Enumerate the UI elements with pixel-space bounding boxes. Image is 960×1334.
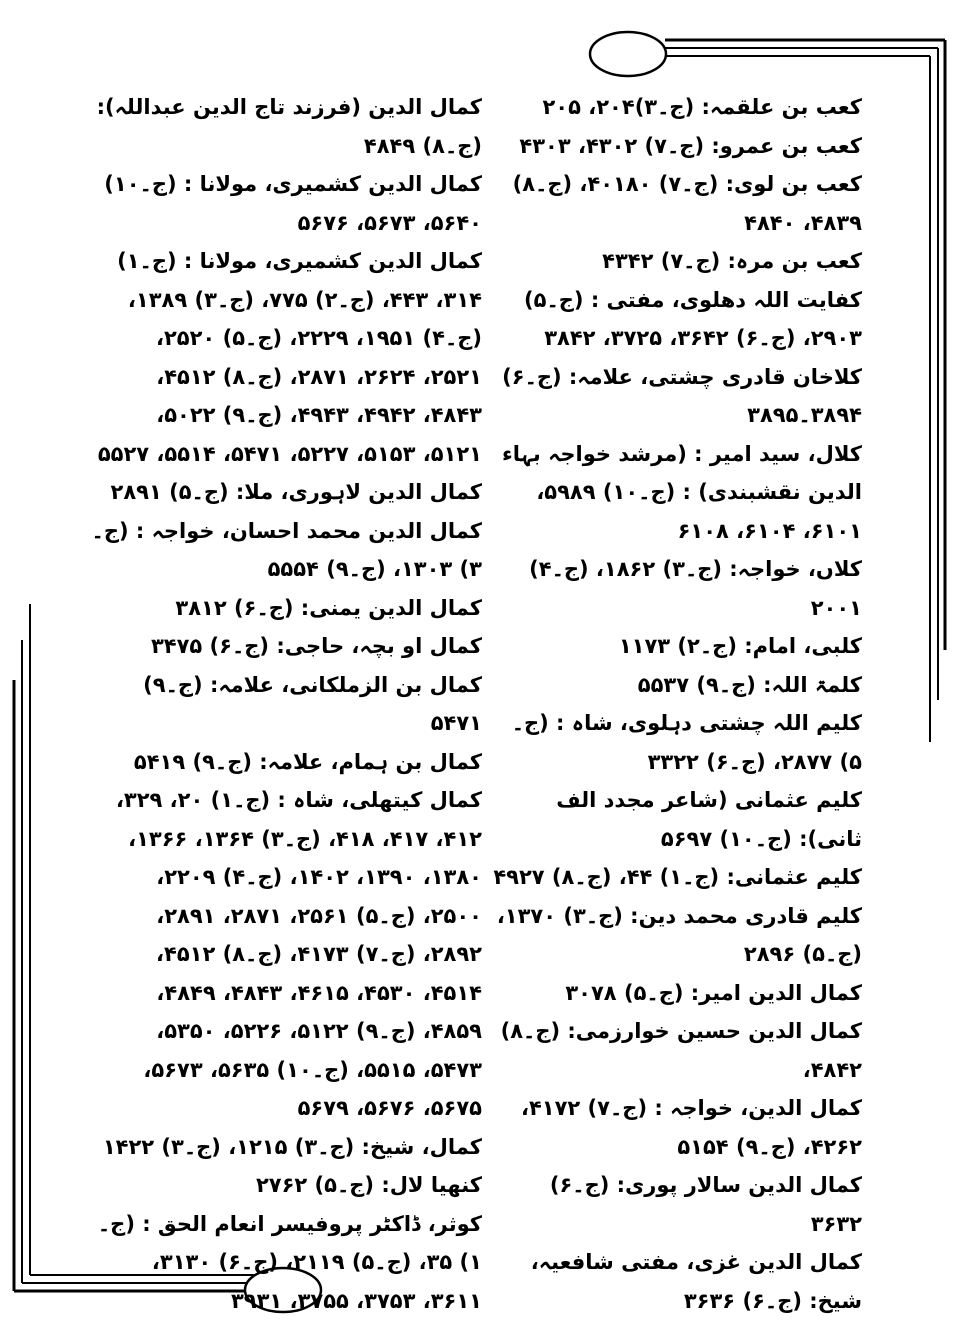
index-entry: کلبی، امام: (ج۔۲) ۱۱۷۳	[618, 634, 862, 658]
index-entry: کعب بن لوی: (ج۔۷) ۴۰۱۸۰، (ج۔۸) ۴۸۳۹، ۴۸۴۰	[512, 172, 862, 235]
index-entry: کمال کیتھلی، شاہ : (ج۔۱) ۲۰، ۳۲۹، ۴۱۲، ۴۱۷، ۴۱۸، (ج۔۳) ۱۳۶۴، ۱۳۶۶، ۱۳۸۰، ۱۳۹۰، ۱۴۰۲، (ج۔۴) ۲۲۰۹، ۲۵۰۰، (ج۔۵) ۲۵۶۱، ۲۸۷۱، ۲۸۹۱، ۲۸۹۲، (ج۔۷) ۴۱۷۳، (ج۔۸) ۴۵۱۲، ۴۵۱۴، ۴۵۳۰، ۴۶۱۵، ۴۸۴۳، ۴۸۴۹، ۴۸۵۹، (ج۔۹) ۵۱۲۲، ۵۲۲۶، ۵۳۵۰، ۵۴۷۳، ۵۵۱۵، (ج۔۱۰) ۵۶۳۵، ۵۶۷۳، ۵۶۷۵، ۵۶۷۶، ۵۶۷۹	[115, 788, 482, 1120]
index-entry: کمال الدین سالار پوری: (ج۔۶) ۳۶۳۲	[549, 1173, 862, 1236]
index-entry: کلمۃ اللہ: (ج۔۹) ۵۵۳۷	[637, 672, 862, 697]
index-column-left	[90, 88, 482, 1320]
index-entry: کعب بن عمرو: (ج۔۷) ۴۳۰۲، ۴۳۰۳	[519, 133, 862, 158]
index-entry: کمال الدین کشمیری، مولانا : (ج۔۱۰) ۵۶۴۰، ۵۶۷۳، ۵۶۷۶	[104, 172, 482, 235]
index-entry: کلیم عثمانی (شاعر مجدد الف ثانی): (ج۔۱۰) ۵۶۹۷	[556, 788, 862, 851]
index-entry: کعب بن مرہ: (ج۔۷) ۴۳۴۲	[602, 249, 862, 273]
index-entry: کمال بن الزملکانی، علامہ: (ج۔۹) ۵۴۷۱	[143, 672, 482, 735]
index-entry: کعب بن علقمہ: (ج۔۳)۲۰۴، ۲۰۵	[542, 95, 862, 119]
index-entry: کنھیا لال: (ج۔۵) ۲۷۶۲	[255, 1173, 482, 1197]
index-entry: کلیم عثمانی: (ج۔۱) ۴۴، (ج۔۸) ۴۹۲۷	[493, 865, 862, 889]
index-entry: کمال الدین یمنی: (ج۔۶) ۳۸۱۲	[175, 595, 482, 620]
index-column-right	[492, 88, 862, 1320]
index-entry: کمال الدین غزی، مفتی شافعیہ، شیخ: (ج۔۶) ۳۶۳۶	[530, 1250, 862, 1313]
index-entry: کمال الدین کشمیری، مولانا : (ج۔۱) ۳۱۴، ۴۴۳، (ج۔۲) ۷۷۵، (ج۔۳) ۱۳۸۹، (ج۔۴) ۱۹۵۱، ۲۲۲۹، (ج۔۵) ۲۵۲۰، ۲۵۲۱، ۲۶۲۴، ۲۸۷۱، (ج۔۸) ۴۵۱۲، ۴۸۴۳، ۴۹۴۲، ۴۹۴۳، (ج۔۹) ۵۰۲۲، ۵۱۲۱، ۵۱۵۳، ۵۲۲۷، ۵۴۷۱، ۵۵۱۴، ۵۵۲۷	[97, 249, 482, 466]
index-entry: کمال او بچہ، حاجی: (ج۔۶) ۳۴۷۵	[150, 634, 482, 658]
index-entry: کمال الدین، خواجہ : (ج۔۷) ۴۱۷۲، ۴۲۶۲، (ج۔۹) ۵۱۵۴	[520, 1096, 862, 1159]
index-entry: کفایت اللہ دھلوی، مفتی : (ج۔۵) ۲۹۰۳، (ج۔۶) ۳۶۴۲، ۳۷۲۵، ۳۸۴۲	[524, 287, 862, 350]
top-oval-ornament	[590, 32, 666, 76]
index-entry: کلاخان قادری چشتی، علامہ: (ج۔۶) ۳۸۹۴۔۳۸۹۵	[502, 364, 862, 427]
index-entry: کلیم قادری محمد دین: (ج۔۳) ۱۳۷۰، (ج۔۵) ۲۸۹۶	[496, 903, 862, 966]
index-entry: کمال بن ہمام، علامہ: (ج۔۹) ۵۴۱۹	[133, 749, 482, 774]
index-entry: کلیم اللہ چشتی دہلوی، شاہ : (ج۔۵) ۲۸۷۷، (ج۔۶) ۳۳۲۲	[511, 711, 862, 774]
index-entry: کمال الدین لاہوری، ملا: (ج۔۵) ۲۸۹۱	[110, 480, 482, 504]
index-entry: کوثر، ڈاکٹر پروفیسر انعام الحق : (ج۔۱) ۳۵، (ج۔۵) ۲۱۱۹، (ج۔۶) ۳۱۳۰، ۳۶۱۱، ۳۷۵۳، ۳۷۵۵، ۳۹۳۱	[97, 1211, 482, 1313]
index-entry: کمال الدین محمد احسان، خواجہ : (ج۔۳) ۱۳۰۳، (ج۔۹) ۵۵۵۴	[91, 518, 482, 581]
index-entry: کمال الدین حسین خوارزمی: (ج۔۸) ۴۸۴۲،	[500, 1019, 862, 1082]
index-entry: کلاں، خواجہ: (ج۔۳) ۱۸۶۲، (ج۔۴) ۲۰۰۱	[529, 557, 862, 620]
index-entry: کلال، سید امیر : (مرشد خواجہ بہاء الدین نقشبندی) : (ج۔۱۰) ۵۹۸۹، ۶۱۰۱، ۶۱۰۴، ۶۱۰۸	[501, 441, 862, 543]
index-entry: کمال، شیخ: (ج۔۳) ۱۲۱۵، (ج۔۳) ۱۴۲۲	[102, 1134, 482, 1159]
index-entry: کمال الدین امیر: (ج۔۵) ۳۰۷۸	[565, 980, 862, 1005]
index-entry: کمال الدین (فرزند تاج الدین عبداللہ): (ج۔۸) ۴۸۴۹	[96, 95, 482, 158]
